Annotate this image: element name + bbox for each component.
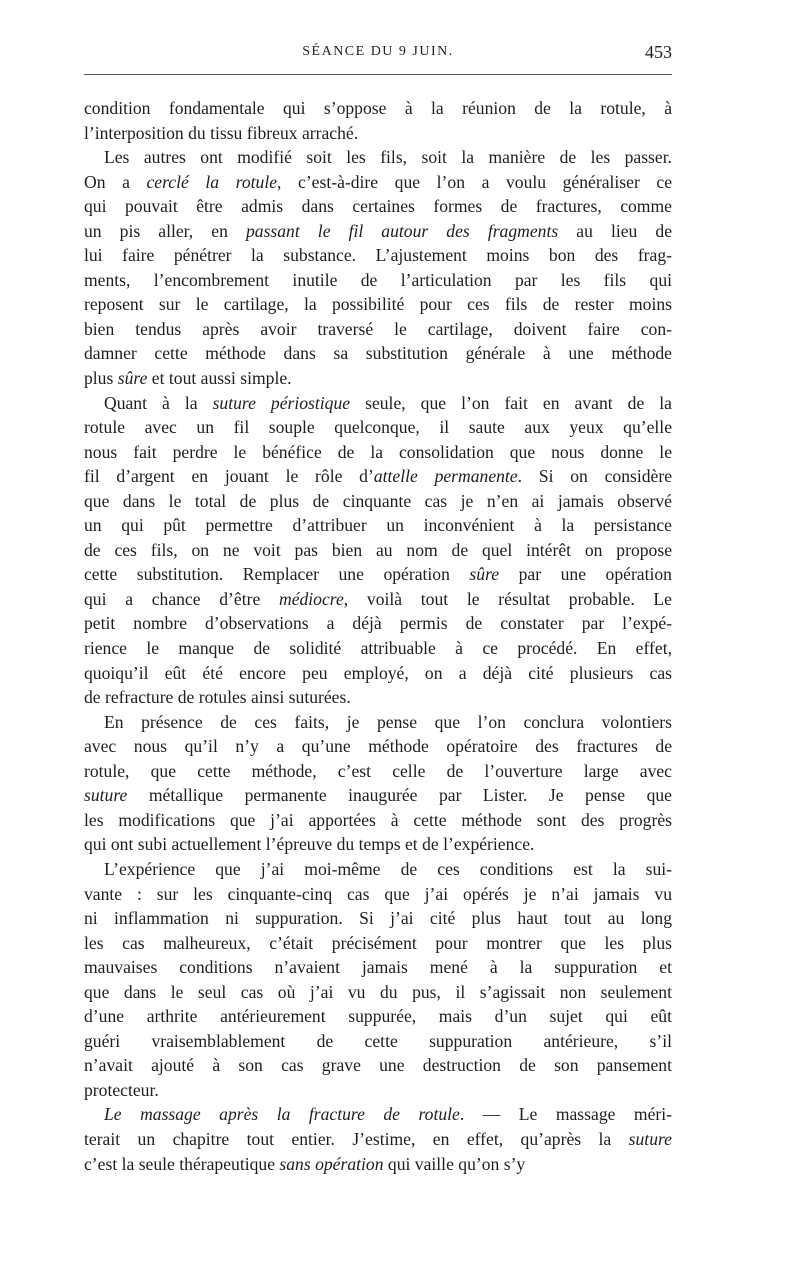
text-line: En présence de ces faits, je pense que l’on conclura volontiers [104, 711, 672, 732]
text-line: d’une arthrite antérieurement suppurée, mais d’un sujet qui eût [84, 1006, 672, 1027]
paragraph-1 [84, 96, 672, 145]
text-line: Quant à la suture périostique seule, que l’on fait en avant de la [104, 392, 672, 413]
text-line: c’est la seule thérapeutique sans opération qui vaille qu’on s’y [84, 1153, 526, 1174]
text-line: Les autres ont modifié soit les fils, soit la manière de les passer. [104, 147, 672, 168]
text-line: que dans le total de plus de cinquante cas je n’en ai jamais observé [84, 490, 672, 511]
text-line: vante : sur les cinquante-cinq cas que j’ai opérés je n’ai jamais vu [84, 883, 672, 904]
text-line: de ces fils, on ne voit pas bien au nom de quel intérêt on propose [84, 539, 672, 560]
paragraph-2 [84, 145, 672, 390]
text-line: un pis aller, en passant le fil autour des fragments au lieu de [84, 220, 673, 241]
text-line: reposent sur le cartilage, la possibilité pour ces fils de rester moins [84, 294, 672, 315]
italic-emphasis: suture [84, 785, 128, 806]
italic-emphasis: médiocre [278, 588, 344, 609]
header-rule [84, 74, 672, 75]
text-line: protecteur. [84, 1079, 159, 1100]
italic-emphasis: cerclé la rotule [146, 171, 278, 192]
text-line: l’interposition du tissu fibreux arraché. [84, 122, 359, 143]
text-line: bien tendus après avoir traversé le cartilage, doivent faire con- [84, 318, 672, 339]
text-line: lui faire pénétrer la substance. L’ajustement moins bon des frag- [84, 245, 672, 266]
text-line: mauvaises conditions n’avaient jamais mené à la suppuration et [84, 957, 672, 978]
italic-emphasis: sûre [469, 564, 500, 585]
text-line: condition fondamentale qui s’oppose à la réunion de la rotule, à [84, 98, 672, 118]
text-line: un qui pût permettre d’attribuer un inconvénient à la persistance [84, 515, 672, 536]
text-line: avec nous qu’il n’y a qu’une méthode opératoire des fractures de [84, 736, 672, 757]
text-line: cette substitution. Remplacer une opération sûre par une opération [84, 564, 672, 585]
paragraph-5 [84, 857, 672, 1102]
paragraph-4 [84, 710, 672, 857]
text-line: damner cette méthode dans sa substitution générale à une méthode [84, 343, 672, 364]
text-line: ni inflammation ni suppuration. Si j’ai cité plus haut tout au long [84, 908, 672, 929]
italic-emphasis: attelle permanente [373, 466, 518, 487]
text-line: de refracture de rotules ainsi suturées. [84, 687, 351, 708]
text-line: que dans le seul cas où j’ai vu du pus, il s’agissait non seulement [84, 981, 672, 1002]
text-line: suture métallique permanente inaugurée par Lister. Je pense que [84, 785, 672, 806]
text-line: nous fait perdre le bénéfice de la consolidation que nous donne le [84, 441, 672, 462]
text-line: qui pouvait être admis dans certaines formes de fractures, comme [84, 196, 672, 217]
text-line: qui ont subi actuellement l’épreuve du temps et de l’expérience. [84, 834, 535, 855]
text-line: fil d’argent en jouant le rôle d’attelle permanente. Si on considère [84, 466, 673, 487]
text-line: les cas malheureux, c’était précisément pour montrer que les plus [84, 932, 672, 953]
italic-emphasis: sûre [117, 368, 148, 389]
italic-emphasis: suture [628, 1128, 672, 1149]
paragraph-6 [84, 1102, 672, 1176]
page-number: 453 [645, 42, 672, 62]
text-line: qui a chance d’être médiocre, voilà tout le résultat probable. Le [84, 588, 672, 609]
italic-emphasis: passant le fil autour des fragments [245, 220, 559, 241]
text-line: rotule, que cette méthode, c’est celle de l’ouverture large avec [84, 760, 672, 781]
text-line: plus sûre et tout aussi simple. [84, 368, 292, 389]
text-line: rience le manque de solidité attribuable à ce procédé. En effet, [84, 638, 672, 659]
text-line: Le massage après la fracture de rotule. — Le massage méri- [104, 1104, 672, 1125]
text-line: ments, l’encombrement inutile de l’articulation par les fils qui [84, 269, 672, 290]
text-line: On a cerclé la rotule, c’est-à-dire que l’on a voulu généraliser ce [84, 171, 672, 192]
italic-emphasis: suture périostique [212, 392, 351, 413]
text-line: n’avait ajouté à son cas grave une destruction de son pansement [84, 1055, 672, 1076]
italic-emphasis: Le massage après la fracture de rotule [104, 1104, 460, 1125]
body-text [84, 96, 672, 1176]
running-title: SÉANCE DU 9 JUIN. [302, 44, 454, 59]
text-line: guéri vraisemblablement de cette suppuration antérieure, s’il [84, 1030, 672, 1051]
text-line: L’expérience que j’ai moi-même de ces conditions est la sui- [104, 858, 672, 879]
italic-emphasis: sans opération [279, 1153, 384, 1174]
paragraph-3 [84, 391, 672, 710]
text-line: quoiqu’il eût été encore peu employé, on a déjà cité plusieurs cas [84, 662, 672, 683]
text-line: les modifications que j’ai apportées à cette méthode sont des progrès [84, 809, 672, 830]
text-line: terait un chapitre tout entier. J’estime, en effet, qu’après la suture [84, 1128, 672, 1149]
page-header [84, 40, 672, 80]
text-line: petit nombre d’observations a déjà permis de constater par l’expé- [84, 613, 672, 634]
text-line: rotule avec un fil souple quelconque, il saute aux yeux qu’elle [84, 417, 672, 438]
